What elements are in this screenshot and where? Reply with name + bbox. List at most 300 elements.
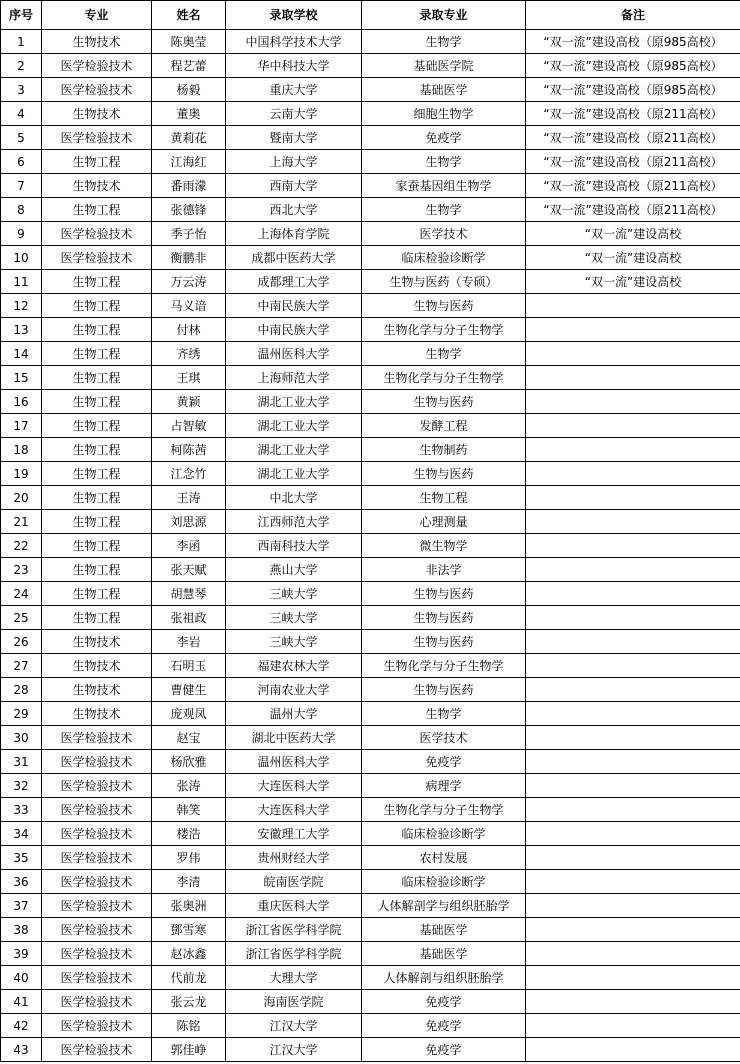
cell-name: 万云涛 bbox=[152, 270, 226, 294]
cell-remarks bbox=[526, 966, 740, 990]
cell-name: 陈奥莹 bbox=[152, 30, 226, 54]
cell-admitted-school: 上海体育学院 bbox=[226, 222, 362, 246]
cell-remarks bbox=[526, 582, 740, 606]
table-row bbox=[1, 54, 740, 78]
cell-major: 生物工程 bbox=[42, 390, 152, 414]
cell-name: 刘思源 bbox=[152, 510, 226, 534]
cell-index: 43 bbox=[1, 1038, 42, 1062]
cell-remarks bbox=[526, 702, 740, 726]
cell-remarks: “双一流”建设高校（原211高校） bbox=[526, 126, 740, 150]
table-row bbox=[1, 222, 740, 246]
cell-remarks bbox=[526, 678, 740, 702]
cell-admitted-major: 基础医学 bbox=[362, 942, 526, 966]
cell-name: 齐绣 bbox=[152, 342, 226, 366]
cell-index: 27 bbox=[1, 654, 42, 678]
cell-admitted-school: 上海师范大学 bbox=[226, 366, 362, 390]
cell-name: 胡慧琴 bbox=[152, 582, 226, 606]
table-row bbox=[1, 966, 740, 990]
cell-remarks bbox=[526, 534, 740, 558]
cell-admitted-major: 临床检验诊断学 bbox=[362, 870, 526, 894]
cell-major: 生物工程 bbox=[42, 366, 152, 390]
cell-index: 21 bbox=[1, 510, 42, 534]
cell-admitted-school: 湖北工业大学 bbox=[226, 414, 362, 438]
cell-remarks bbox=[526, 606, 740, 630]
cell-remarks bbox=[526, 366, 740, 390]
cell-remarks bbox=[526, 822, 740, 846]
cell-admitted-major: 生物与医药（专硕） bbox=[362, 270, 526, 294]
cell-major: 医学检验技术 bbox=[42, 726, 152, 750]
header-remarks: 备注 bbox=[526, 1, 740, 30]
cell-name: 鄧雪寒 bbox=[152, 918, 226, 942]
cell-admitted-major: 免疫学 bbox=[362, 990, 526, 1014]
cell-admitted-school: 上海大学 bbox=[226, 150, 362, 174]
cell-index: 26 bbox=[1, 630, 42, 654]
cell-major: 医学检验技术 bbox=[42, 942, 152, 966]
cell-admitted-school: 贵州财经大学 bbox=[226, 846, 362, 870]
cell-name: 李函 bbox=[152, 534, 226, 558]
cell-remarks bbox=[526, 558, 740, 582]
cell-name: 季子怡 bbox=[152, 222, 226, 246]
cell-remarks bbox=[526, 654, 740, 678]
table-row bbox=[1, 462, 740, 486]
cell-name: 郭佳峥 bbox=[152, 1038, 226, 1062]
cell-admitted-school: 三峡大学 bbox=[226, 606, 362, 630]
cell-admitted-school: 中南民族大学 bbox=[226, 318, 362, 342]
cell-admitted-major: 生物学 bbox=[362, 702, 526, 726]
cell-name: 程艺蕾 bbox=[152, 54, 226, 78]
cell-name: 江海红 bbox=[152, 150, 226, 174]
table-row bbox=[1, 150, 740, 174]
cell-remarks: “双一流”建设高校（原211高校） bbox=[526, 198, 740, 222]
cell-major: 医学检验技术 bbox=[42, 774, 152, 798]
cell-admitted-school: 福建农林大学 bbox=[226, 654, 362, 678]
cell-admitted-school: 安徽理工大学 bbox=[226, 822, 362, 846]
table-row bbox=[1, 486, 740, 510]
header-admitted-school: 录取学校 bbox=[226, 1, 362, 30]
cell-admitted-school: 浙江省医学科学院 bbox=[226, 918, 362, 942]
cell-name: 董奥 bbox=[152, 102, 226, 126]
cell-major: 生物工程 bbox=[42, 318, 152, 342]
table-row bbox=[1, 918, 740, 942]
cell-major: 医学检验技术 bbox=[42, 822, 152, 846]
cell-index: 18 bbox=[1, 438, 42, 462]
cell-name: 石明玉 bbox=[152, 654, 226, 678]
cell-remarks bbox=[526, 486, 740, 510]
cell-remarks bbox=[526, 294, 740, 318]
cell-major: 医学检验技术 bbox=[42, 54, 152, 78]
cell-remarks: “双一流”建设高校 bbox=[526, 246, 740, 270]
cell-major: 生物技术 bbox=[42, 102, 152, 126]
cell-major: 生物工程 bbox=[42, 342, 152, 366]
cell-major: 医学检验技术 bbox=[42, 966, 152, 990]
cell-name: 张涛 bbox=[152, 774, 226, 798]
cell-admitted-major: 生物与医药 bbox=[362, 630, 526, 654]
cell-admitted-school: 湖北中医药大学 bbox=[226, 726, 362, 750]
cell-admitted-school: 中国科学技术大学 bbox=[226, 30, 362, 54]
table-row bbox=[1, 630, 740, 654]
cell-index: 34 bbox=[1, 822, 42, 846]
cell-major: 生物工程 bbox=[42, 198, 152, 222]
cell-remarks bbox=[526, 942, 740, 966]
table-row bbox=[1, 102, 740, 126]
cell-remarks bbox=[526, 894, 740, 918]
cell-major: 生物工程 bbox=[42, 486, 152, 510]
table-row bbox=[1, 774, 740, 798]
cell-admitted-major: 病理学 bbox=[362, 774, 526, 798]
cell-index: 31 bbox=[1, 750, 42, 774]
header-row bbox=[1, 1, 740, 30]
cell-major: 医学检验技术 bbox=[42, 78, 152, 102]
cell-major: 生物技术 bbox=[42, 630, 152, 654]
cell-admitted-school: 重庆医科大学 bbox=[226, 894, 362, 918]
cell-name: 杨毅 bbox=[152, 78, 226, 102]
table-row bbox=[1, 606, 740, 630]
cell-admitted-school: 西南科技大学 bbox=[226, 534, 362, 558]
header-major: 专业 bbox=[42, 1, 152, 30]
cell-index: 32 bbox=[1, 774, 42, 798]
cell-index: 15 bbox=[1, 366, 42, 390]
cell-admitted-major: 人体解剖与组织胚胎学 bbox=[362, 966, 526, 990]
cell-admitted-major: 发酵工程 bbox=[362, 414, 526, 438]
cell-remarks: “双一流”建设高校（原985高校） bbox=[526, 78, 740, 102]
cell-index: 36 bbox=[1, 870, 42, 894]
cell-admitted-major: 临床检验诊断学 bbox=[362, 246, 526, 270]
cell-index: 40 bbox=[1, 966, 42, 990]
cell-major: 医学检验技术 bbox=[42, 246, 152, 270]
cell-admitted-school: 温州医科大学 bbox=[226, 342, 362, 366]
cell-index: 2 bbox=[1, 54, 42, 78]
cell-name: 张奥洲 bbox=[152, 894, 226, 918]
cell-admitted-school: 华中科技大学 bbox=[226, 54, 362, 78]
cell-name: 黄颖 bbox=[152, 390, 226, 414]
cell-remarks: “双一流”建设高校（原211高校） bbox=[526, 102, 740, 126]
table-row bbox=[1, 1014, 740, 1038]
table-row bbox=[1, 534, 740, 558]
cell-index: 11 bbox=[1, 270, 42, 294]
cell-admitted-school: 江汉大学 bbox=[226, 1014, 362, 1038]
table-row bbox=[1, 678, 740, 702]
cell-admitted-major: 生物学 bbox=[362, 150, 526, 174]
cell-index: 42 bbox=[1, 1014, 42, 1038]
cell-admitted-school: 暨南大学 bbox=[226, 126, 362, 150]
cell-name: 杨欣雅 bbox=[152, 750, 226, 774]
cell-name: 罗伟 bbox=[152, 846, 226, 870]
cell-admitted-school: 重庆大学 bbox=[226, 78, 362, 102]
cell-admitted-school: 温州大学 bbox=[226, 702, 362, 726]
cell-admitted-school: 中北大学 bbox=[226, 486, 362, 510]
cell-name: 李清 bbox=[152, 870, 226, 894]
cell-admitted-major: 人体解剖学与组织胚胎学 bbox=[362, 894, 526, 918]
table-row bbox=[1, 246, 740, 270]
cell-admitted-school: 皖南医学院 bbox=[226, 870, 362, 894]
cell-index: 33 bbox=[1, 798, 42, 822]
cell-name: 代前龙 bbox=[152, 966, 226, 990]
table-row bbox=[1, 846, 740, 870]
table-row bbox=[1, 126, 740, 150]
cell-admitted-school: 三峡大学 bbox=[226, 582, 362, 606]
table-row bbox=[1, 510, 740, 534]
table-row bbox=[1, 990, 740, 1014]
cell-index: 13 bbox=[1, 318, 42, 342]
cell-admitted-major: 生物化学与分子生物学 bbox=[362, 798, 526, 822]
cell-admitted-school: 浙江省医学科学院 bbox=[226, 942, 362, 966]
cell-major: 医学检验技术 bbox=[42, 894, 152, 918]
cell-remarks bbox=[526, 462, 740, 486]
cell-admitted-school: 江西师范大学 bbox=[226, 510, 362, 534]
table-row bbox=[1, 654, 740, 678]
cell-admitted-school: 西北大学 bbox=[226, 198, 362, 222]
cell-major: 医学检验技术 bbox=[42, 1014, 152, 1038]
cell-index: 24 bbox=[1, 582, 42, 606]
cell-major: 医学检验技术 bbox=[42, 918, 152, 942]
cell-admitted-major: 生物与医药 bbox=[362, 606, 526, 630]
cell-remarks: “双一流”建设高校（原985高校） bbox=[526, 30, 740, 54]
table-row bbox=[1, 438, 740, 462]
cell-name: 楼浩 bbox=[152, 822, 226, 846]
header-admitted-major: 录取专业 bbox=[362, 1, 526, 30]
table-row bbox=[1, 318, 740, 342]
cell-index: 29 bbox=[1, 702, 42, 726]
table-row bbox=[1, 558, 740, 582]
cell-index: 8 bbox=[1, 198, 42, 222]
cell-index: 3 bbox=[1, 78, 42, 102]
cell-admitted-school: 成都中医药大学 bbox=[226, 246, 362, 270]
cell-admitted-major: 农村发展 bbox=[362, 846, 526, 870]
cell-major: 医学检验技术 bbox=[42, 750, 152, 774]
cell-index: 14 bbox=[1, 342, 42, 366]
cell-name: 黄莉花 bbox=[152, 126, 226, 150]
cell-admitted-major: 医学技术 bbox=[362, 222, 526, 246]
cell-name: 李岩 bbox=[152, 630, 226, 654]
cell-name: 柯陈茜 bbox=[152, 438, 226, 462]
cell-major: 生物工程 bbox=[42, 438, 152, 462]
table-row bbox=[1, 198, 740, 222]
cell-remarks bbox=[526, 390, 740, 414]
table-row bbox=[1, 582, 740, 606]
cell-index: 1 bbox=[1, 30, 42, 54]
cell-major: 生物工程 bbox=[42, 462, 152, 486]
cell-major: 生物工程 bbox=[42, 294, 152, 318]
cell-admitted-major: 生物学 bbox=[362, 342, 526, 366]
cell-major: 生物技术 bbox=[42, 702, 152, 726]
cell-index: 20 bbox=[1, 486, 42, 510]
cell-admitted-major: 生物与医药 bbox=[362, 294, 526, 318]
cell-remarks bbox=[526, 990, 740, 1014]
table-row bbox=[1, 894, 740, 918]
cell-major: 生物工程 bbox=[42, 150, 152, 174]
header-name: 姓名 bbox=[152, 1, 226, 30]
cell-index: 9 bbox=[1, 222, 42, 246]
cell-remarks: “双一流”建设高校（原211高校） bbox=[526, 150, 740, 174]
cell-major: 医学检验技术 bbox=[42, 1038, 152, 1062]
cell-name: 付林 bbox=[152, 318, 226, 342]
table-row bbox=[1, 870, 740, 894]
cell-remarks: “双一流”建设高校 bbox=[526, 222, 740, 246]
table-row bbox=[1, 750, 740, 774]
cell-major: 生物工程 bbox=[42, 582, 152, 606]
cell-index: 16 bbox=[1, 390, 42, 414]
cell-admitted-major: 免疫学 bbox=[362, 750, 526, 774]
cell-major: 生物技术 bbox=[42, 174, 152, 198]
cell-remarks bbox=[526, 414, 740, 438]
cell-admitted-major: 心理测量 bbox=[362, 510, 526, 534]
cell-name: 江念竹 bbox=[152, 462, 226, 486]
cell-name: 韩笑 bbox=[152, 798, 226, 822]
table-row bbox=[1, 942, 740, 966]
cell-admitted-major: 临床检验诊断学 bbox=[362, 822, 526, 846]
cell-index: 39 bbox=[1, 942, 42, 966]
cell-admitted-major: 家蚕基因组生物学 bbox=[362, 174, 526, 198]
table-row bbox=[1, 702, 740, 726]
cell-major: 生物工程 bbox=[42, 510, 152, 534]
cell-admitted-major: 基础医学 bbox=[362, 78, 526, 102]
cell-index: 23 bbox=[1, 558, 42, 582]
cell-name: 王涛 bbox=[152, 486, 226, 510]
table-row bbox=[1, 270, 740, 294]
cell-admitted-major: 生物化学与分子生物学 bbox=[362, 366, 526, 390]
cell-remarks bbox=[526, 774, 740, 798]
table-row bbox=[1, 798, 740, 822]
cell-remarks bbox=[526, 438, 740, 462]
cell-admitted-major: 医学技术 bbox=[362, 726, 526, 750]
cell-remarks bbox=[526, 510, 740, 534]
table-row bbox=[1, 726, 740, 750]
cell-name: 庞观凤 bbox=[152, 702, 226, 726]
cell-name: 张云龙 bbox=[152, 990, 226, 1014]
cell-major: 生物技术 bbox=[42, 30, 152, 54]
cell-admitted-school: 大理大学 bbox=[226, 966, 362, 990]
cell-name: 番雨濛 bbox=[152, 174, 226, 198]
cell-index: 28 bbox=[1, 678, 42, 702]
cell-admitted-school: 大连医科大学 bbox=[226, 798, 362, 822]
cell-admitted-school: 湖北工业大学 bbox=[226, 462, 362, 486]
cell-name: 张天赋 bbox=[152, 558, 226, 582]
cell-name: 张德锋 bbox=[152, 198, 226, 222]
cell-remarks: “双一流”建设高校（原211高校） bbox=[526, 174, 740, 198]
cell-major: 医学检验技术 bbox=[42, 846, 152, 870]
cell-admitted-major: 生物制药 bbox=[362, 438, 526, 462]
cell-major: 生物工程 bbox=[42, 606, 152, 630]
table-row bbox=[1, 174, 740, 198]
cell-name: 马义谙 bbox=[152, 294, 226, 318]
cell-major: 生物工程 bbox=[42, 414, 152, 438]
cell-index: 38 bbox=[1, 918, 42, 942]
cell-index: 30 bbox=[1, 726, 42, 750]
cell-remarks bbox=[526, 846, 740, 870]
cell-index: 17 bbox=[1, 414, 42, 438]
cell-index: 37 bbox=[1, 894, 42, 918]
cell-index: 5 bbox=[1, 126, 42, 150]
cell-remarks bbox=[526, 798, 740, 822]
cell-admitted-school: 云南大学 bbox=[226, 102, 362, 126]
cell-admitted-school: 大连医科大学 bbox=[226, 774, 362, 798]
cell-index: 35 bbox=[1, 846, 42, 870]
cell-admitted-major: 生物与医药 bbox=[362, 582, 526, 606]
cell-name: 占智敏 bbox=[152, 414, 226, 438]
cell-admitted-school: 湖北工业大学 bbox=[226, 390, 362, 414]
cell-admitted-school: 中南民族大学 bbox=[226, 294, 362, 318]
cell-admitted-major: 微生物学 bbox=[362, 534, 526, 558]
cell-major: 生物技术 bbox=[42, 654, 152, 678]
cell-admitted-school: 成都理工大学 bbox=[226, 270, 362, 294]
cell-remarks bbox=[526, 870, 740, 894]
cell-major: 医学检验技术 bbox=[42, 798, 152, 822]
cell-major: 医学检验技术 bbox=[42, 870, 152, 894]
cell-index: 25 bbox=[1, 606, 42, 630]
cell-index: 22 bbox=[1, 534, 42, 558]
cell-index: 41 bbox=[1, 990, 42, 1014]
table-row bbox=[1, 342, 740, 366]
table-row bbox=[1, 366, 740, 390]
cell-remarks bbox=[526, 750, 740, 774]
table-row bbox=[1, 822, 740, 846]
cell-admitted-major: 生物学 bbox=[362, 30, 526, 54]
cell-index: 12 bbox=[1, 294, 42, 318]
cell-admitted-school: 河南农业大学 bbox=[226, 678, 362, 702]
cell-remarks bbox=[526, 918, 740, 942]
cell-remarks bbox=[526, 1014, 740, 1038]
cell-name: 陈铭 bbox=[152, 1014, 226, 1038]
cell-index: 19 bbox=[1, 462, 42, 486]
cell-name: 曹健生 bbox=[152, 678, 226, 702]
table-row bbox=[1, 1038, 740, 1062]
cell-admitted-major: 生物化学与分子生物学 bbox=[362, 654, 526, 678]
cell-name: 衡鹏非 bbox=[152, 246, 226, 270]
cell-major: 医学检验技术 bbox=[42, 990, 152, 1014]
cell-admitted-major: 生物与医药 bbox=[362, 462, 526, 486]
cell-major: 医学检验技术 bbox=[42, 126, 152, 150]
cell-remarks: “双一流”建设高校（原985高校） bbox=[526, 54, 740, 78]
cell-admitted-school: 湖北工业大学 bbox=[226, 438, 362, 462]
cell-admitted-major: 免疫学 bbox=[362, 126, 526, 150]
cell-admitted-major: 生物学 bbox=[362, 198, 526, 222]
cell-admitted-school: 西南大学 bbox=[226, 174, 362, 198]
cell-remarks bbox=[526, 726, 740, 750]
table-row bbox=[1, 390, 740, 414]
cell-admitted-major: 生物工程 bbox=[362, 486, 526, 510]
cell-admitted-school: 燕山大学 bbox=[226, 558, 362, 582]
cell-remarks: “双一流”建设高校 bbox=[526, 270, 740, 294]
cell-admitted-major: 基础医学 bbox=[362, 918, 526, 942]
cell-major: 医学检验技术 bbox=[42, 222, 152, 246]
cell-admitted-school: 江汉大学 bbox=[226, 1038, 362, 1062]
cell-major: 生物技术 bbox=[42, 678, 152, 702]
cell-admitted-major: 基础医学院 bbox=[362, 54, 526, 78]
table-row bbox=[1, 30, 740, 54]
cell-name: 王琪 bbox=[152, 366, 226, 390]
table-row bbox=[1, 414, 740, 438]
cell-admitted-school: 三峡大学 bbox=[226, 630, 362, 654]
cell-index: 4 bbox=[1, 102, 42, 126]
cell-major: 生物工程 bbox=[42, 534, 152, 558]
cell-admitted-major: 生物与医药 bbox=[362, 390, 526, 414]
cell-admitted-major: 生物与医药 bbox=[362, 678, 526, 702]
cell-admitted-major: 免疫学 bbox=[362, 1038, 526, 1062]
header-index: 序号 bbox=[1, 1, 42, 30]
cell-name: 张祖政 bbox=[152, 606, 226, 630]
cell-admitted-major: 免疫学 bbox=[362, 1014, 526, 1038]
cell-admitted-school: 温州医科大学 bbox=[226, 750, 362, 774]
table-row bbox=[1, 294, 740, 318]
cell-admitted-major: 细胞生物学 bbox=[362, 102, 526, 126]
cell-admitted-major: 生物化学与分子生物学 bbox=[362, 318, 526, 342]
cell-remarks bbox=[526, 1038, 740, 1062]
cell-name: 赵宝 bbox=[152, 726, 226, 750]
table-body bbox=[1, 30, 740, 1062]
cell-major: 生物工程 bbox=[42, 558, 152, 582]
cell-index: 10 bbox=[1, 246, 42, 270]
cell-remarks bbox=[526, 342, 740, 366]
